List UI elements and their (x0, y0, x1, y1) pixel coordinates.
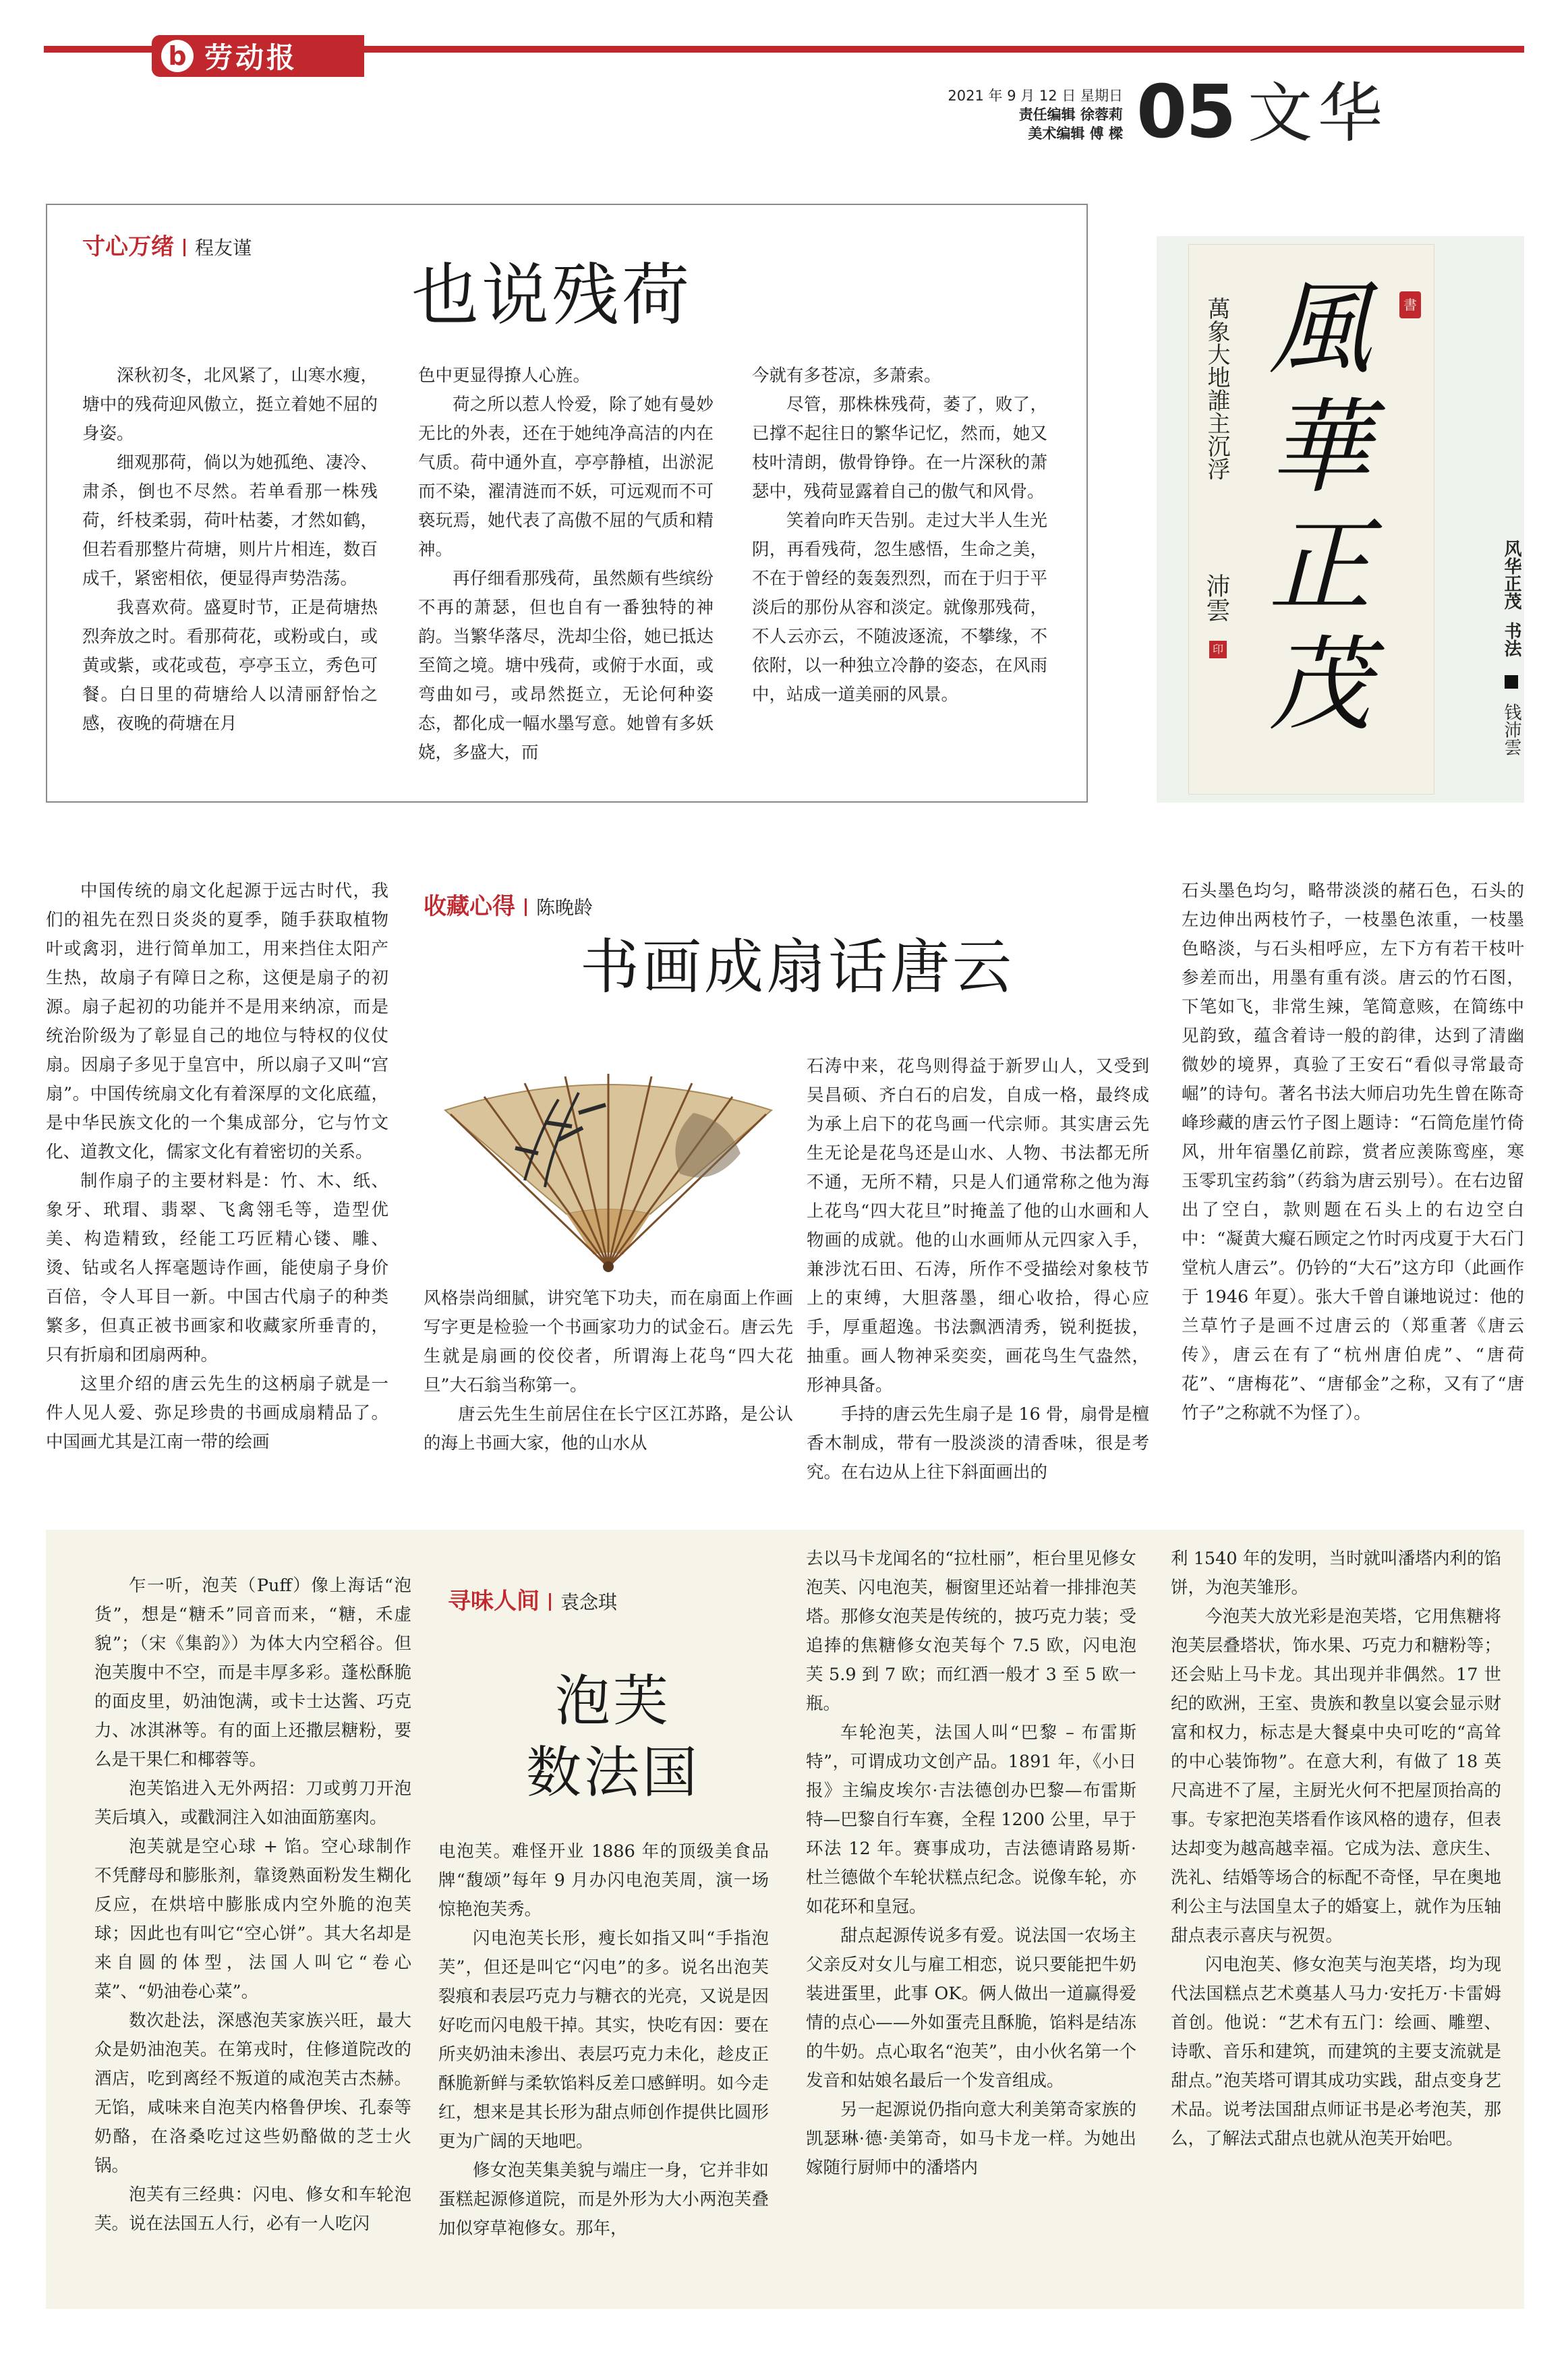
article-1-title: 也说残荷 (411, 256, 692, 335)
author-name: 袁念琪 (560, 1591, 618, 1613)
caption-title: 风华正茂 (1501, 540, 1521, 610)
paragraph: 色中更显得撩人心旌。 (418, 366, 591, 386)
top-rule-left (44, 46, 152, 53)
article-2-title: 书画成扇话唐云 (580, 932, 1015, 1002)
paragraph: 利 1540 年的发明，当时就叫潘塔内利的馅饼，为泡芙雏形。 (1171, 1549, 1501, 1598)
newspaper-logo (152, 35, 364, 77)
article-2-byline (424, 888, 593, 921)
paragraph: 数次赴法，深感泡芙家族兴旺，最大众是奶油泡芙。在第戎时，住修道院改的酒店，吃到离经不叛道的咸泡芙古杰赫。无馅，咸味来自泡芙内格鲁伊埃、孔泰等奶酪，在洛桑吃过这些奶酪做的芝士火锅。 (94, 2011, 411, 2176)
paragraph: 去以马卡龙闻名的“拉杜丽”，柜台里见修女泡芙、闪电泡芙，橱窗里还站着一排排泡芙塔。那修女泡芙是传统的，披巧克力装；受追捧的焦糖修女泡芙每个 7.5 欧，闪电泡芙 5.9 到 7 欧；而红酒一般才 3 至 5 欧一瓶。 (806, 1549, 1136, 1714)
editor-line: 责任编辑 徐蓉莉 (1018, 107, 1123, 123)
logo-mark: b (161, 40, 194, 72)
paragraph: 风格崇尚细腻，讲究笔下功夫，而在扇面上作画写字更是检验一个书画家功力的试金石。唐云先生就是扇画的佼佼者，所谓海上花鸟“四大花旦”大石翁当称第一。 (424, 1288, 793, 1396)
fan-pivot (603, 1261, 614, 1272)
caption-author: 钱沛雲 (1501, 703, 1521, 756)
paragraph: 这里介绍的唐云先生的这柄扇子就是一件人见人爱、弥足珍贵的书画成扇精品了。中国画尤其是江南一带的绘画 (46, 1374, 388, 1452)
author-name: 程友谨 (195, 237, 252, 259)
article-3-col-3 (806, 1545, 1136, 2183)
paragraph: 电泡芙。难怪开业 1886 年的顶级美食品牌“馥颂”每年 9 月办闪电泡芙周，演一场惊艳泡芙秀。 (438, 1841, 769, 1920)
paragraph: 泡芙就是空心球 + 馅。空心球制作不凭酵母和膨胀剂，靠烫熟面粉发生糊化反应，在烘培中膨胀成内空外脆的泡芙球；因此也有叫它“空心饼”。其大名却是来自圆的体型，法国人叫它“卷心菜”、“奶油卷心菜”。 (94, 1837, 411, 2002)
paragraph: 荷之所以惹人怜爱，除了她有曼妙无比的外表，还在于她纯净高洁的内在气质。荷中通外直，亭亭静植，出淤泥而不染，濯清涟而不妖，可远观而不可亵玩焉，她代表了高傲不屈的气质和精神。 (418, 395, 714, 560)
paragraph: 车轮泡芙，法国人叫“巴黎 – 布雷斯特”，可谓成功文创产品。1891 年，《小日报》主编皮埃尔·吉法德创办巴黎—布雷斯特—巴黎自行车赛，全程 1200 公里，早于环法 12 年。赛事成功，吉法德请路易斯·杜兰德做个车轮状糕点纪念。说像车轮，亦如花环和皇冠。 (806, 1723, 1136, 1917)
paragraph: 再仔细看那残荷，虽然颇有些缤纷不再的萧瑟，但也自有一番独特的神韵。当繁华落尽，洗却尘俗，她已抵达至简之境。塘中残荷，或俯于水面，或弯曲如弓，或昂然挺立，无论何种姿态，都化成一幅水墨写意。她曾有多妖娆，多盛大，而 (418, 569, 714, 763)
paragraph: 深秋初冬，北风紧了，山寒水瘦，塘中的残荷迎风傲立，挺立着她不屈的身姿。 (82, 366, 378, 444)
article-1-col-3 (752, 362, 1047, 710)
article-3-col-2 (438, 1837, 769, 2243)
paragraph: 另一起源说仍指向意大利美第奇家族的凯瑟琳·德·美第奇，如马卡龙一样。为她出嫁随行厨师中的潘塔内 (806, 2100, 1136, 2178)
author-name: 陈晚龄 (536, 896, 593, 919)
calligraphy-char: 華 (1269, 388, 1371, 507)
calligraphy-caption (1450, 540, 1524, 756)
top-rule-right (364, 46, 1524, 53)
paragraph: 细观那荷，倘以为她孤绝、凄冷、肃杀，倒也不尽然。若单看那一株残荷，纤枝柔弱，荷叶枯萎，才然如鹤，但若看那整片荷塘，则片片相连，数百成千，紧密相依，便显得声势浩荡。 (82, 453, 378, 589)
paragraph: 甜点起源传说多有爱。说法国一农场主父亲反对女儿与雇工相恋，说只要能把牛奶装进蛋里，此事 OK。俩人做出一道赢得爱情的点心——外如蛋壳且酥脆，馅料是结冻的牛奶。点心取名“泡芙”，由小伙名第一个发音和姑娘名最后一个发音组成。 (806, 1926, 1136, 2091)
article-3-byline (448, 1582, 617, 1615)
calligraphy-char: 風 (1269, 269, 1371, 389)
art-editor-line: 美术编辑 傅 樑 (1028, 125, 1123, 142)
caption-type: 书法 (1501, 622, 1521, 658)
logo-name: 劳动报 (204, 41, 298, 74)
column-title: 收藏心得 (424, 893, 515, 920)
article-1-col-1 (82, 362, 378, 739)
paragraph: 笑着向昨天告别。走过大半人生光阴，再看残荷，忽生感悟，生命之美，不在于曾经的轰轰烈烈，而在于归于平淡后的那份从容和淡定。就像那残荷，不人云亦云，不随波逐流，不攀缘，不依附，以一种独立冷静的姿态，在风雨中，站成一道美丽的风景。 (752, 511, 1047, 705)
seal-icon: 書 (1399, 291, 1421, 318)
paragraph: 闪电泡芙长形，瘦长如指又叫“手指泡芙”，但还是叫它“闪电”的多。说名出泡芙裂痕和表层巧克力与糖衣的光亮，又说是因好吃而闪电般干掉。其实，快吃有因：要在所夹奶油未渗出、表层巧克力未化，趁皮正酥脆新鲜与柔软馅料反差口感鲜明。如今走红，想来是其长形为甜点师创作提供比圆形更为广阔的天地吧。 (438, 1928, 769, 2152)
divider (525, 898, 527, 916)
article-3-col-1 (94, 1572, 411, 2239)
article-2-col-3 (807, 1052, 1149, 1487)
article-1-byline (82, 228, 252, 261)
paragraph: 石头墨色均匀，略带淡淡的赭石色，石头的左边伸出两枝竹子，一枝墨色浓重，一枝墨色略淡，与石头相呼应，左下方有若干枝叶参差而出，用墨有重有淡。唐云的竹石图，下笔如飞，非常生辣，笔简意赅，在简练中见韵致，蕴含着诗一般的韵律，达到了清幽微妙的境界，真验了王安石“看似寻常最奇崛”的诗句。著名书法大师启功先生曾在陈奇峰珍藏的唐云竹子图上题诗：“石筒危崖竹倚风，卅年宿墨亿前踪，赏者应羡陈鸾座，寒玉零玑宝药翁”（药翁为唐云别号）。在右边留出了空白，款则题在石头上的右边空白中：“凝黄大癡石顾定之竹时丙戌夏于大石门堂杭人唐云”。仍钤的“大石”这方印（此画作于 1946 年夏）。张大千曾自谦地说过：他的兰草竹子是画不过唐云的（郑重著《唐云传》，唐云在有了“杭州唐伯虎”、“唐荷花”、“唐梅花”、“唐郁金”之称，又有了“唐竹子”之称就不为怪了）。 (1182, 881, 1524, 1423)
article-1-col-2 (418, 362, 714, 768)
article-3-title (448, 1666, 778, 1809)
masthead-info (883, 86, 1123, 143)
paragraph: 今就有多苍凉，多萧索。 (752, 366, 941, 386)
paragraph: 泡芙有三经典：闪电、修女和车轮泡芙。说在法国五人行，必有一人吃闪 (94, 2185, 411, 2234)
title-line-2: 数法国 (525, 1741, 700, 1805)
divider (549, 1593, 551, 1611)
paragraph: 中国传统的扇文化起源于远古时代，我们的祖先在烈日炎炎的夏季，随手获取植物叶或禽羽，进行简单加工，用来挡住太阳产生热，故扇子有障日之称，这便是扇子的初源。扇子起初的功能并不是用来纳凉，而是统治阶级为了彰显自己的地位与特权的仪仗扇。因扇子多见于皇宫中，所以扇子又叫“宫扇”。中国传统扇文化有着深厚的文化底蕴，是中华民族文化的一个集成部分，它与竹文化、道教文化，儒家文化有着密切的关系。 (46, 881, 388, 1162)
calligraphy-char: 茂 (1269, 625, 1371, 745)
article-2-col-1 (46, 877, 388, 1457)
page-number: 05 (1136, 70, 1236, 154)
calligraphy-signature: 沛雲 (1202, 573, 1230, 622)
section-name: 文华 (1248, 76, 1388, 151)
paragraph: 泡芙馅进入无外两招：刀或剪刀开泡芙后填入，或戳洞注入如油面筋塞肉。 (94, 1779, 411, 1828)
paragraph: 石涛中来，花鸟则得益于新罗山人，又受到吴昌硕、齐白石的启发，自成一格，最终成为承上启下的花鸟画一代宗师。其实唐云先生无论是花鸟还是山水、人物、书法都无所不通，无所不精，只是人们通常称之他为海上花鸟“四大花旦”时掩盖了他的山水画和人物画的成就。他的山水画师从元四家入手，兼涉沈石田、石涛，所作不受描绘对象枝节上的束缚，大胆落墨，细心收拾，得心应手，厚重超逸。书法飘洒清秀，锐利挺拔，抽重。画人物神采奕奕，画花鸟生气盎然，形神具备。 (807, 1056, 1149, 1396)
paragraph: 修女泡芙集美貌与端庄一身，它并非如蛋糕起源修道院，而是外形为大小两泡芙叠加似穿草袍修女。那年， (438, 2160, 769, 2239)
folding-fan-image (424, 1052, 793, 1278)
column-title: 寸心万绪 (82, 233, 174, 260)
calligraphy-char: 正 (1269, 507, 1371, 626)
divider (183, 239, 185, 256)
paragraph: 制作扇子的主要材料是：竹、木、纸、象牙、玳瑁、翡翠、飞禽翎毛等，造型优美、构造精致，经能工巧匠精心镂、雕、烫、钻或名人挥毫题诗作画，能使扇子身价百倍，令人耳目一新。中国古代扇子的种类繁多，但真正被书画家和收藏家所垂青的，只有折扇和团扇两种。 (46, 1171, 388, 1365)
paragraph: 我喜欢荷。盛夏时节，正是荷塘热烈奔放之时。看那荷花，或粉或白，或黄或紫，或花或苞，亭亭玉立，秀色可餐。白日里的荷塘给人以清丽舒怡之感，夜晚的荷塘在月 (82, 598, 378, 734)
issue-date: 2021 年 9 月 12 日 星期日 (948, 88, 1123, 104)
calligraphy-main-chars (1256, 270, 1384, 745)
paragraph: 乍一听，泡芙（Puff）像上海话“泡货”，想是“糖禾”同音而来，“糖，禾虚貌”；（宋《集韵》）为体大内空稻谷。但泡芙腹中不空，而是丰厚多彩。蓬松酥脆的面皮里，奶油饱满，或卡士达酱、巧克力、冰淇淋等。有的面上还撒层糖粉，要么是干果仁和椰蓉等。 (94, 1576, 411, 1770)
paragraph: 今泡芙大放光彩是泡芙塔，它用焦糖将泡芙层叠塔状，饰水果、巧克力和糖粉等；还会贴上马卡龙。其出现并非偶然。17 世纪的欧洲，王室、贵族和教皇以宴会显示财富和权力，标志是大餐桌中央可吃的“高耸的中心装饰物”。在意大利，有做了 18 英尺高进不了屋，主厨光火何不把屋顶抬高的事。专家把泡芙塔看作该风格的遗存，但表达却变为越高越幸福。它成为法、意庆生、洗礼、结婚等场合的标配不奇怪，早在奥地利公主与法国皇太子的婚宴上，就作为压轴甜点表示喜庆与祝贺。 (1171, 1607, 1501, 1946)
caption-square-icon (1505, 675, 1518, 689)
article-2-col-2 (424, 1284, 793, 1458)
paragraph: 尽管，那株株残荷，萎了，败了，已撑不起往日的繁华记忆，然而，她又枝叶清朗，傲骨铮铮。在一片深秋的萧瑟中，残荷显露着自己的傲气和风骨。 (752, 395, 1047, 502)
column-title: 寻味人间 (448, 1588, 540, 1615)
title-line-1: 泡芙 (554, 1669, 671, 1733)
calligraphy-inscription: 萬象大地誰主沉浮 (1203, 297, 1230, 480)
paragraph: 闪电泡芙、修女泡芙与泡芙塔，均为现代法国糕点艺术奠基人马力·安托万·卡雷姆首创。他说：“艺术有五门：绘画、雕塑、诗歌、音乐和建筑，而建筑的主要支流就是甜点。”泡芙塔可谓其成功实践，甜点变身艺术品。说考法国甜点师证书是必考泡芙，那么，了解法式甜点也就从泡芙开始吧。 (1171, 1955, 1501, 2149)
paragraph: 唐云先生生前居住在长宁区江苏路，是公认的海上书画大家，他的山水从 (424, 1404, 793, 1454)
seal-icon: 印 (1209, 641, 1227, 658)
article-2-col-4 (1182, 877, 1524, 1428)
paragraph: 手持的唐云先生扇子是 16 骨，扇骨是檀香木制成，带有一股淡淡的清香味，很是考究。在右边从上往下斜面画出的 (807, 1404, 1149, 1483)
article-3-col-4 (1171, 1545, 1501, 2154)
